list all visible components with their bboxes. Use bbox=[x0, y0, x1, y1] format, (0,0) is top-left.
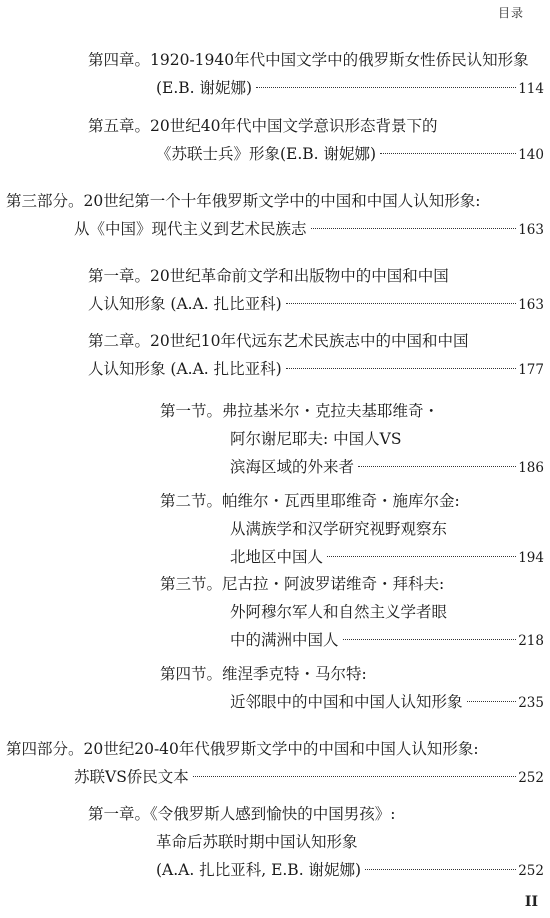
dot-leader bbox=[193, 776, 516, 777]
toc-entry-section-2[interactable] bbox=[160, 487, 544, 571]
toc-entry-title-line: 从满族学和汉学研究视野观察东 bbox=[230, 520, 448, 538]
toc-page-number: 235 bbox=[518, 695, 544, 711]
toc-page-number: 252 bbox=[518, 863, 544, 879]
dot-leader bbox=[343, 639, 517, 640]
toc-entry-title-line: 人认知形象 (A.A. 扎比亚科) bbox=[88, 295, 282, 313]
dot-leader bbox=[311, 228, 517, 229]
toc-entry-part-4-chapter-1[interactable] bbox=[88, 800, 544, 884]
page-number-footer: II bbox=[524, 894, 538, 910]
toc-entry-title-line: 从《中国》现代主义到艺术民族志 bbox=[74, 220, 307, 238]
toc-entry-title-line: 近邻眼中的中国和中国人认知形象 bbox=[230, 693, 463, 711]
running-header: 目录 bbox=[497, 6, 524, 20]
toc-entry-title-line: 外阿穆尔军人和自然主义学者眼 bbox=[230, 603, 448, 621]
toc-entry-title-line: 人认知形象 (A.A. 扎比亚科) bbox=[88, 360, 282, 378]
dot-leader bbox=[380, 153, 516, 154]
dot-leader bbox=[256, 87, 516, 88]
dot-leader bbox=[327, 556, 516, 557]
toc-entry-chapter-5[interactable] bbox=[88, 112, 544, 168]
toc-entry-title-line: 第二节。帕维尔・瓦西里耶维奇・施库尔金: bbox=[160, 492, 460, 510]
toc-entry-part-4[interactable] bbox=[6, 735, 544, 791]
toc-entry-title-line: 第四部分。20世纪20-40年代俄罗斯文学中的中国和中国人认知形象: bbox=[6, 740, 479, 758]
dot-leader bbox=[467, 701, 517, 702]
toc-entry-part-3-chapter-1[interactable] bbox=[88, 262, 544, 318]
toc-entry-title-line: 第一章。《令俄罗斯人感到愉快的中国男孩》: bbox=[88, 805, 396, 823]
toc-page-number: 140 bbox=[518, 147, 544, 163]
toc-page-number: 252 bbox=[518, 770, 544, 786]
toc-entry-title-line: 第四节。维涅季克特・马尔特: bbox=[160, 665, 367, 683]
toc-entry-part-3[interactable] bbox=[6, 187, 544, 243]
toc-entry-title-line: 第三节。尼古拉・阿波罗诺维奇・拜科夫: bbox=[160, 575, 445, 593]
toc-entry-title-line: 第二章。20世纪10年代远东艺术民族志中的中国和中国 bbox=[88, 332, 469, 350]
toc-entry-title-line: 阿尔谢尼耶夫: 中国人VS bbox=[230, 430, 402, 448]
toc-entry-title-line: 《苏联士兵》形象(E.B. 谢妮娜) bbox=[156, 145, 377, 163]
toc-page-number: 114 bbox=[518, 81, 544, 97]
toc-entry-section-1[interactable] bbox=[160, 397, 544, 481]
dot-leader bbox=[286, 368, 517, 369]
toc-entry-title-line: 革命后苏联时期中国认知形象 bbox=[156, 833, 358, 851]
toc-entry-title-line: 第一章。20世纪革命前文学和出版物中的中国和中国 bbox=[88, 267, 449, 285]
toc-entry-title-line: 北地区中国人 bbox=[230, 548, 324, 566]
toc-entry-section-4[interactable] bbox=[160, 660, 544, 716]
toc-entry-title-line: 中的满洲中国人 bbox=[230, 631, 339, 649]
dot-leader bbox=[286, 303, 517, 304]
toc-page-number: 177 bbox=[518, 362, 544, 378]
toc-entry-title-line: (A.A. 扎比亚科, E.B. 谢妮娜) bbox=[156, 861, 362, 879]
toc-entry-title-line: 第五章。20世纪40年代中国文学意识形态背景下的 bbox=[88, 117, 438, 135]
toc-entry-title-line: 苏联VS侨民文本 bbox=[74, 768, 189, 786]
toc-page-number: 186 bbox=[518, 460, 544, 476]
toc-entry-title-line: 第一节。弗拉基米尔・克拉夫基耶维奇・ bbox=[160, 402, 440, 420]
toc-entry-title-line: (E.B. 谢妮娜) bbox=[156, 79, 253, 97]
dot-leader bbox=[358, 466, 516, 467]
toc-page-number: 163 bbox=[518, 297, 544, 313]
toc-entry-section-3[interactable] bbox=[160, 570, 544, 654]
toc-page-number: 194 bbox=[518, 550, 544, 566]
toc-entry-part-3-chapter-2[interactable] bbox=[88, 327, 544, 383]
toc-page-number: 163 bbox=[518, 222, 544, 238]
toc-entry-title-line: 滨海区域的外来者 bbox=[230, 458, 355, 476]
toc-page-number: 218 bbox=[518, 633, 544, 649]
toc-entry-chapter-4[interactable] bbox=[88, 46, 544, 102]
dot-leader bbox=[365, 869, 516, 870]
toc-entry-title-line: 第三部分。20世纪第一个十年俄罗斯文学中的中国和中国人认知形象: bbox=[6, 192, 481, 210]
toc-entry-title-line: 第四章。1920-1940年代中国文学中的俄罗斯女性侨民认知形象 bbox=[88, 51, 529, 69]
